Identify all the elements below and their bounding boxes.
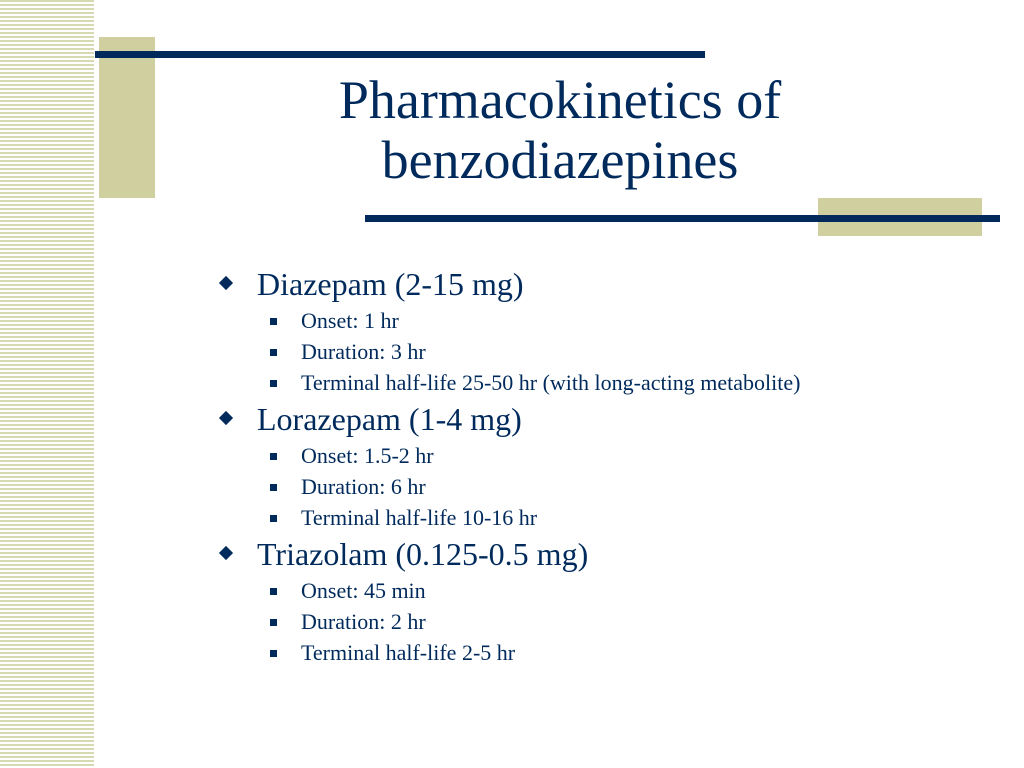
square-bullet-icon: [270, 588, 277, 595]
bullet-list: [220, 262, 840, 667]
diamond-bullet-icon: [219, 546, 233, 560]
sub-bullet: [220, 576, 840, 605]
sub-bullet: [220, 441, 840, 470]
slide-title-line-1: Pharmacokinetics of: [338, 70, 782, 130]
square-bullet-icon: [270, 349, 277, 356]
sub-bullet: [220, 638, 840, 667]
bullet-heading: Lorazepam (1-4 mg): [257, 401, 522, 437]
square-bullet-icon: [270, 619, 277, 626]
sub-bullet: [220, 503, 840, 532]
sub-bullet-text: Onset: 1 hr: [301, 308, 399, 333]
sub-bullet-text: Onset: 45 min: [301, 578, 426, 603]
square-bullet-icon: [270, 453, 277, 460]
sub-bullet-text: Duration: 6 hr: [301, 474, 426, 499]
slide-title: [230, 70, 890, 190]
bullet-lorazepam: [220, 399, 840, 439]
diamond-bullet-icon: [219, 276, 233, 290]
title-rule-top: [95, 51, 705, 58]
sub-bullet-text: Terminal half-life 2-5 hr: [301, 640, 516, 665]
sub-bullet-text: Duration: 2 hr: [301, 609, 426, 634]
square-bullet-icon: [270, 318, 277, 325]
sub-bullet: [220, 472, 840, 501]
sub-bullet-text: Terminal half-life 10-16 hr: [301, 505, 538, 530]
decorative-stripe-band: [0, 0, 94, 768]
sub-bullet: [220, 306, 840, 335]
diazepam-sublist: [220, 306, 840, 397]
sub-bullet: [220, 337, 840, 366]
square-bullet-icon: [270, 515, 277, 522]
sub-bullet-text: Onset: 1.5-2 hr: [301, 443, 434, 468]
slide-title-line-2: benzodiazepines: [381, 130, 739, 190]
bullet-heading: Triazolam (0.125-0.5 mg): [257, 536, 589, 572]
sub-bullet-text: Terminal half-life 25-50 hr (with long-acting metabolite): [301, 370, 801, 395]
title-rule-bottom: [365, 215, 1000, 222]
bullet-heading: Diazepam (2-15 mg): [257, 266, 524, 302]
decorative-block-top: [99, 37, 155, 198]
sub-bullet: [220, 607, 840, 636]
square-bullet-icon: [270, 650, 277, 657]
square-bullet-icon: [270, 484, 277, 491]
triazolam-sublist: [220, 576, 840, 667]
lorazepam-sublist: [220, 441, 840, 532]
bullet-diazepam: [220, 264, 840, 304]
square-bullet-icon: [270, 380, 277, 387]
diamond-bullet-icon: [219, 411, 233, 425]
bullet-triazolam: [220, 534, 840, 574]
sub-bullet-text: Duration: 3 hr: [301, 339, 426, 364]
sub-bullet: [220, 368, 840, 397]
